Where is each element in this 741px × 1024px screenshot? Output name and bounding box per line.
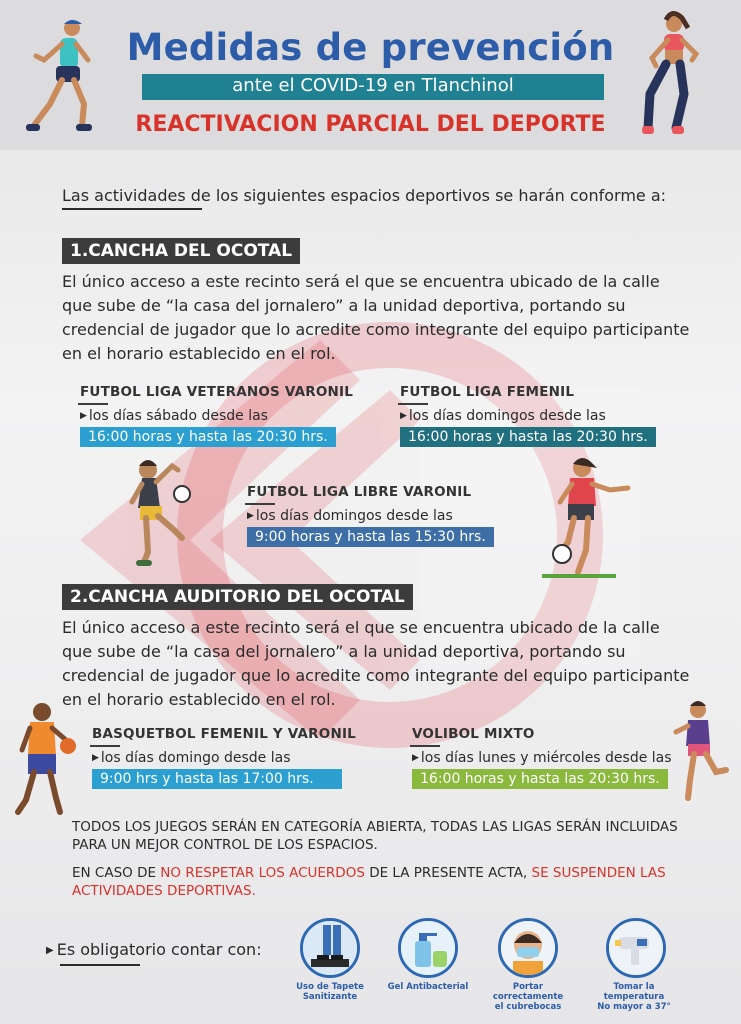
league-hours-badge: 16:00 horas y hasta las 20:30 hrs. <box>412 769 668 789</box>
league-underline <box>78 403 108 405</box>
warning-text: EN CASO DE <box>72 865 161 881</box>
league-underline <box>410 745 440 747</box>
league-name: FUTBOL LIGA FEMENIL <box>400 384 575 400</box>
league-name: VOLIBOL MIXTO <box>412 726 535 742</box>
basketball-player-icon <box>12 700 80 820</box>
face-mask-icon <box>498 918 558 978</box>
warning-highlight: NO RESPETAR LOS ACUERDOS <box>160 865 365 881</box>
paragraph-line: credencial de jugador que lo acredite como integrante del equipo participante <box>62 320 690 339</box>
league-days-text: los días domingos desde las <box>255 508 453 524</box>
bullet-triangle-icon: ▶ <box>80 411 87 421</box>
requirement-label-line: Portar correctamente <box>492 982 564 1002</box>
paragraph-line: en el horario establecido en el rol. <box>62 344 336 363</box>
thermometer-icon <box>606 918 666 978</box>
bullet-triangle-icon: ▶ <box>412 753 419 763</box>
league-underline <box>398 403 428 405</box>
warning-highlight: ACTIVIDADES DEPORTIVAS. <box>72 883 256 899</box>
rules-note-line: TODOS LOS JUEGOS SERÁN EN CATEGORÍA ABIERTA, TODAS LAS LIGAS SERÁN INCLUIDAS <box>72 819 678 835</box>
league-days <box>247 508 453 524</box>
section-title-2: 2.CANCHA AUDITORIO DEL OCOTAL <box>62 584 413 610</box>
requirement-label <box>280 982 380 1002</box>
requirement-label-line: No mayor a 37° <box>597 1002 671 1012</box>
paragraph-line: El único acceso a este recinto será el que se encuentra ubicado de la calle <box>62 272 660 291</box>
requirement-label-line: el cubrebocas <box>494 1002 562 1012</box>
requirement-label <box>582 982 686 1012</box>
section-paragraph-1 <box>62 270 692 366</box>
bullet-triangle-icon: ▶ <box>92 753 99 763</box>
paragraph-line: que sube de “la casa del jornalero” a la unidad deportiva, portando su <box>62 296 626 315</box>
league-days <box>412 750 672 766</box>
league-hours-badge: 9:00 horas y hasta las 15:30 hrs. <box>247 527 494 547</box>
rules-note-line: PARA UN MEJOR CONTROL DE LOS ESPACIOS. <box>72 837 378 853</box>
intro-text: Las actividades de los siguientes espacios deportivos se harán conforme a: <box>62 186 667 205</box>
bullet-triangle-icon: ▶ <box>400 411 407 421</box>
league-days-text: los días lunes y miércoles desde las <box>420 750 672 766</box>
league-days <box>92 750 290 766</box>
requirement-label-line: Gel Antibacterial <box>387 982 469 992</box>
bullet-triangle-icon: ▶ <box>46 945 54 956</box>
requirements-underline <box>60 964 140 966</box>
league-days-text: los días domingos desde las <box>408 408 606 424</box>
requirement-label <box>478 982 578 1012</box>
league-days-text: los días domingo desde las <box>100 750 291 766</box>
requirement-label-line: Uso de Tapete <box>296 982 364 992</box>
requirement-label <box>378 982 478 992</box>
league-underline <box>245 503 275 505</box>
requirements-label-text: Es obligatorio contar con: <box>56 940 262 959</box>
league-hours-badge: 9:00 hrs y hasta las 17:00 hrs. <box>92 769 342 789</box>
volleyball-player-icon <box>672 700 730 804</box>
requirement-label-line: Tomar la temperatura <box>603 982 665 1002</box>
league-name: BASQUETBOL FEMENIL Y VARONIL <box>92 726 356 742</box>
league-hours-badge: 16:00 horas y hasta las 20:30 hrs. <box>80 427 336 447</box>
warning-text: DE LA PRESENTE ACTA, <box>364 865 532 881</box>
bullet-triangle-icon: ▶ <box>247 511 254 521</box>
page-title: Medidas de prevención <box>126 26 615 69</box>
warning-note-line <box>72 864 712 882</box>
rules-note <box>72 818 712 854</box>
section-paragraph-2 <box>62 616 692 712</box>
paragraph-line: que sube de “la casa del jornalero” a la unidad deportiva, portando su <box>62 642 626 661</box>
league-days <box>80 408 268 424</box>
warning-highlight: SE SUSPENDEN LAS <box>531 865 666 881</box>
paragraph-line: credencial de jugador que lo acredite como integrante del equipo participante <box>62 666 690 685</box>
warning-note <box>72 864 712 900</box>
paragraph-line: en el horario establecido en el rol. <box>62 690 336 709</box>
league-days-text: los días sábado desde las <box>88 408 268 424</box>
antibacterial-gel-icon <box>398 918 458 978</box>
soccer-player-woman-icon <box>540 454 634 584</box>
league-underline <box>90 745 120 747</box>
league-hours-badge: 16:00 horas y hasta las 20:30 hrs. <box>400 427 656 447</box>
league-name: FUTBOL LIGA LIBRE VARONIL <box>247 484 472 500</box>
intro-underline <box>62 208 202 210</box>
headline: REACTIVACION PARCIAL DEL DEPORTE <box>135 112 606 137</box>
soccer-player-man-icon <box>126 456 200 570</box>
league-name: FUTBOL LIGA VETERANOS VARONIL <box>80 384 354 400</box>
requirement-label-line: Sanitizante <box>302 992 358 1002</box>
requirements-label <box>46 940 262 959</box>
page-subtitle: ante el COVID-19 en Tlanchinol <box>232 75 514 96</box>
section-title-1: 1.CANCHA DEL OCOTAL <box>62 238 300 264</box>
league-days <box>400 408 606 424</box>
sanitizing-mat-icon <box>300 918 360 978</box>
paragraph-line: El único acceso a este recinto será el que se encuentra ubicado de la calle <box>62 618 660 637</box>
